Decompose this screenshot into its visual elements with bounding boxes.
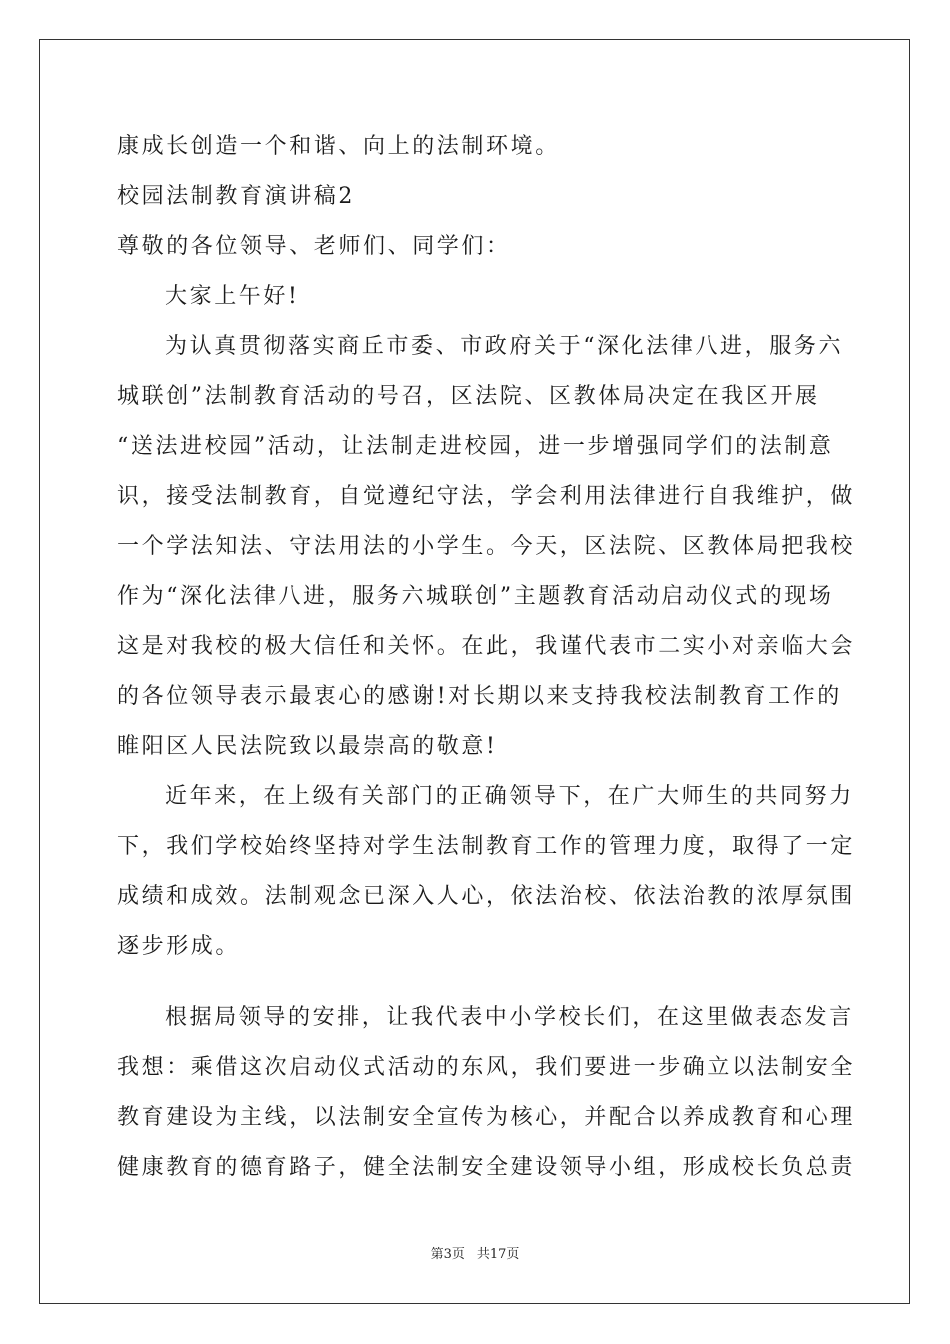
- text-line: 下，我们学校始终坚持对学生法制教育工作的管理力度，取得了一定: [117, 834, 856, 859]
- text-line: 我想：乘借这次启动仪式活动的东风，我们要进一步确立以法制安全: [117, 1055, 856, 1080]
- text-line: 一个学法知法、守法用法的小学生。今天，区法院、区教体局把我校: [117, 534, 856, 559]
- paragraph-gap: [117, 972, 837, 993]
- page-number: 第3页: [430, 1247, 465, 1262]
- salutation: 尊敬的各位领导、老师们、同学们：: [117, 234, 511, 259]
- text-line: 城联创”法制教育活动的号召，区法院、区教体局决定在我区开展: [117, 384, 820, 409]
- text-line: 为认真贯彻落实商丘市委、市政府关于“深化法律八进，服务六: [165, 334, 844, 359]
- text-line: 识，接受法制教育，自觉遵纪守法，学会利用法律进行自我维护，做: [117, 484, 856, 509]
- text-line: 近年来，在上级有关部门的正确领导下，在广大师生的共同努力: [165, 784, 854, 809]
- document-body: [117, 122, 856, 1193]
- text-line: 逐步形成。: [117, 934, 241, 959]
- total-pages: 共17页: [476, 1247, 520, 1262]
- text-line: 根据局领导的安排，让我代表中小学校长们，在这里做表态发言: [165, 1005, 854, 1030]
- section-heading: 校园法制教育演讲稿2: [117, 184, 355, 209]
- text-line: 的各位领导表示最衷心的感谢!对长期以来支持我校法制教育工作的: [117, 684, 842, 709]
- text-line: 作为“深化法律八进，服务六城联创”主题教育活动启动仪式的现场: [117, 584, 834, 609]
- text-line: 成绩和成效。法制观念已深入人心，依法治校、依法治教的浓厚氛围: [117, 884, 856, 909]
- text-line: 健康教育的德育路子，健全法制安全建设领导小组，形成校长负总责: [117, 1155, 856, 1180]
- text-line: 教育建设为主线，以法制安全宣传为核心，并配合以养成教育和心理: [117, 1105, 856, 1130]
- text-line: “送法进校园”活动，让法制走进校园，进一步增强同学们的法制意: [117, 434, 834, 459]
- page-footer: [0, 1243, 950, 1262]
- text-line: 这是对我校的极大信任和关怀。在此，我谨代表市二实小对亲临大会: [117, 634, 856, 659]
- greeting: 大家上午好!: [165, 284, 300, 309]
- text-line: 康成长创造一个和谐、向上的法制环境。: [117, 134, 560, 159]
- text-line: 睢阳区人民法院致以最崇高的敬意!: [117, 734, 498, 759]
